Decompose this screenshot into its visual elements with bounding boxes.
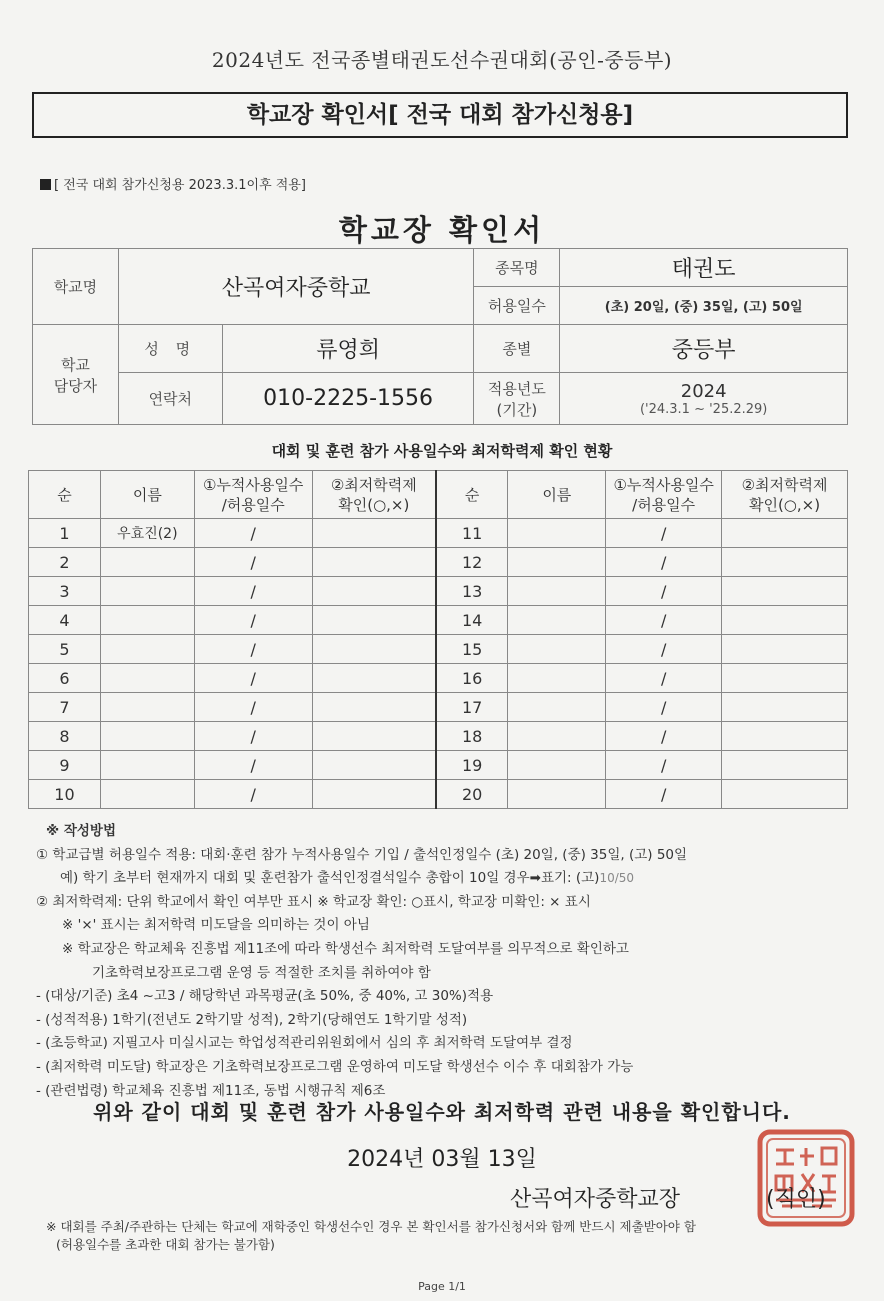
row-edu[interactable] — [312, 780, 436, 809]
row-name[interactable] — [508, 664, 606, 693]
table-row — [29, 722, 848, 751]
allowed-days-value: (초) 20일, (중) 35일, (고) 50일 — [560, 287, 848, 325]
table-row — [29, 664, 848, 693]
row-days: / — [194, 635, 312, 664]
row-days: / — [606, 519, 722, 548]
header-days: ①누적사용일수 /허용일수 — [606, 471, 722, 519]
contact-value: 010-2225-1556 — [222, 373, 474, 425]
row-days: / — [606, 577, 722, 606]
row-number: 1 — [29, 519, 101, 548]
name-value: 류영희 — [222, 325, 474, 373]
instructions-heading: ※ 작성방법 — [46, 823, 116, 839]
issue-date: 2024년 03월 13일 — [347, 1147, 537, 1172]
row-number: 11 — [436, 519, 508, 548]
row-days: / — [606, 548, 722, 577]
header-no: 순 — [29, 471, 101, 519]
row-name[interactable] — [508, 548, 606, 577]
row-days: / — [194, 548, 312, 577]
header-days: ①누적사용일수 /허용일수 — [194, 471, 312, 519]
row-number: 6 — [29, 664, 101, 693]
table-row — [29, 606, 848, 635]
instruction-item-1: ① 학교급별 허용일수 적용: 대회·훈련 참가 누적사용일수 기입 / 출석인정일수 (초) 20일, (중) 35일, (고) 50일 — [36, 846, 688, 863]
row-edu[interactable] — [312, 635, 436, 664]
seal-label: (직인) — [766, 1187, 826, 1212]
row-name[interactable] — [100, 722, 194, 751]
applicability-note: [ 전국 대회 참가신청용 2023.3.1이후 적용] — [40, 174, 306, 193]
row-number: 9 — [29, 751, 101, 780]
row-number: 19 — [436, 751, 508, 780]
row-name[interactable] — [100, 577, 194, 606]
name-label: 성 명 — [118, 325, 222, 373]
row-name[interactable] — [508, 693, 606, 722]
row-edu[interactable] — [312, 722, 436, 751]
row-number: 20 — [436, 780, 508, 809]
year-label: 적용년도 (기간) — [474, 373, 560, 425]
row-edu[interactable] — [722, 751, 848, 780]
row-edu[interactable] — [722, 635, 848, 664]
row-number: 7 — [29, 693, 101, 722]
row-edu[interactable] — [722, 519, 848, 548]
header-no: 순 — [436, 471, 508, 519]
sport-label: 종목명 — [474, 249, 560, 287]
row-number: 5 — [29, 635, 101, 664]
row-days: / — [606, 693, 722, 722]
row-edu[interactable] — [312, 751, 436, 780]
official-seal-stamp — [754, 1126, 858, 1230]
header-name: 이름 — [100, 471, 194, 519]
row-days: / — [194, 780, 312, 809]
row-edu[interactable] — [312, 606, 436, 635]
header-name: 이름 — [508, 471, 606, 519]
row-name[interactable]: 우효진(2) — [100, 519, 194, 548]
row-edu[interactable] — [312, 577, 436, 606]
row-name[interactable] — [100, 635, 194, 664]
year-value: 2024 ('24.3.1 ~ '25.2.29) — [560, 373, 848, 425]
row-days: / — [194, 722, 312, 751]
row-name[interactable] — [508, 722, 606, 751]
table-row — [29, 635, 848, 664]
table-row — [29, 780, 848, 809]
page-number: Page 1/1 — [418, 1280, 466, 1293]
instruction-dash-5: - (관련법령) 학교체육 진흥법 제11조, 동법 시행규칙 제6조 — [36, 1082, 386, 1099]
instruction-item-2: ② 최저학력제: 단위 학교에서 확인 여부만 표시 ※ 학교장 확인: ○표시, 학교장 미확인: × 표시 — [36, 893, 591, 910]
event-title: 2024년도 전국종별태권도선수권대회(공인-중등부) — [211, 48, 673, 72]
row-number: 13 — [436, 577, 508, 606]
instruction-dash-4: - (최저학력 미도달) 학교장은 기초학력보장프로그램 운영하여 미도달 학생선수 이수 후 대회참가 가능 — [36, 1058, 634, 1075]
category-value: 중등부 — [560, 325, 848, 373]
school-value: 산곡여자중학교 — [118, 249, 474, 325]
school-label: 학교명 — [33, 249, 119, 325]
participation-table — [28, 470, 848, 809]
instruction-note-2: ※ 학교장은 학교체육 진흥법 제11조에 따라 학생선수 최저학력 도달여부를 의무적으로 확인하고 — [62, 940, 629, 957]
row-name[interactable] — [100, 548, 194, 577]
boxed-title: 학교장 확인서[ 전국 대회 참가신청용] — [32, 92, 848, 138]
row-number: 3 — [29, 577, 101, 606]
table-row — [29, 693, 848, 722]
allowed-days-label: 허용일수 — [474, 287, 560, 325]
instruction-example: 예) 학기 초부터 현재까지 대회 및 훈련참가 출석인정결석일수 총합이 10일 경우➡표기: (고)10/50 — [60, 870, 635, 887]
row-days: / — [606, 664, 722, 693]
row-name[interactable] — [508, 751, 606, 780]
instruction-note-2-cont: 기초학력보장프로그램 운영 등 적절한 조치를 취하여야 함 — [92, 964, 431, 981]
section-title: 대회 및 훈련 참가 사용일수와 최저학력제 확인 현황 — [271, 442, 613, 460]
table-row — [29, 577, 848, 606]
row-number: 4 — [29, 606, 101, 635]
instruction-dash-3: - (초등학교) 지필고사 미실시교는 학업성적관리위원회에서 심의 후 최저학력 도달여부 결정 — [36, 1035, 573, 1052]
row-days: / — [194, 519, 312, 548]
row-number: 18 — [436, 722, 508, 751]
row-edu[interactable] — [722, 606, 848, 635]
row-name[interactable] — [508, 635, 606, 664]
row-name[interactable] — [508, 606, 606, 635]
row-days: / — [606, 722, 722, 751]
instruction-note-1: ※ '×' 표시는 최저학력 미도달을 의미하는 것이 아님 — [62, 917, 370, 934]
footnote — [46, 1218, 696, 1254]
row-edu[interactable] — [722, 780, 848, 809]
instructions — [36, 820, 856, 1103]
contact-label: 연락처 — [118, 373, 222, 425]
square-bullet-icon — [40, 179, 51, 190]
row-days: / — [194, 664, 312, 693]
row-number: 17 — [436, 693, 508, 722]
category-label: 종별 — [474, 325, 560, 373]
row-edu[interactable] — [312, 693, 436, 722]
page-title: 학교장 확인서 — [338, 213, 546, 247]
footnote-line-1: ※ 대회를 주최/주관하는 단체는 학교에 재학중인 학생선수인 경우 본 확인서를 참가신청서와 함께 반드시 제출받아야 함 — [46, 1219, 696, 1234]
school-info-table — [32, 248, 848, 425]
row-edu[interactable] — [722, 664, 848, 693]
row-days: / — [194, 693, 312, 722]
row-edu[interactable] — [722, 693, 848, 722]
manager-label: 학교 담당자 — [33, 325, 119, 425]
sport-value: 태권도 — [560, 249, 848, 287]
footnote-line-2: (허용일수를 초과한 대회 참가는 불가함) — [56, 1237, 275, 1252]
row-number: 15 — [436, 635, 508, 664]
row-number: 14 — [436, 606, 508, 635]
row-days: / — [194, 606, 312, 635]
row-name[interactable] — [100, 693, 194, 722]
instruction-dash-1: - (대상/기준) 초4 ~고3 / 해당학년 과목평균(초 50%, 중 40%, 고 30%)적용 — [36, 988, 494, 1005]
row-edu[interactable] — [722, 577, 848, 606]
row-name[interactable] — [508, 780, 606, 809]
row-number: 10 — [29, 780, 101, 809]
header-edu: ②최저학력제 확인(○,×) — [722, 471, 848, 519]
table-row — [29, 751, 848, 780]
row-name[interactable] — [508, 519, 606, 548]
row-edu[interactable] — [312, 548, 436, 577]
row-days: / — [606, 751, 722, 780]
row-days: / — [606, 635, 722, 664]
principal-name: 산곡여자중학교장 — [510, 1187, 681, 1212]
row-number: 12 — [436, 548, 508, 577]
row-number: 16 — [436, 664, 508, 693]
row-days: / — [606, 606, 722, 635]
row-number: 2 — [29, 548, 101, 577]
header-edu: ②최저학력제 확인(○,×) — [312, 471, 436, 519]
row-days: / — [194, 751, 312, 780]
row-name[interactable] — [508, 577, 606, 606]
confirmation-statement: 위와 같이 대회 및 훈련 참가 사용일수와 최저학력 관련 내용을 확인합니다. — [93, 1100, 791, 1124]
table-row — [29, 548, 848, 577]
row-edu[interactable] — [722, 722, 848, 751]
row-number: 8 — [29, 722, 101, 751]
row-name[interactable] — [100, 751, 194, 780]
row-name[interactable] — [100, 780, 194, 809]
row-edu[interactable] — [722, 548, 848, 577]
row-days: / — [194, 577, 312, 606]
row-edu[interactable] — [312, 664, 436, 693]
table-row — [29, 519, 848, 548]
instruction-dash-2: - (성적적용) 1학기(전년도 2학기말 성적), 2학기(당해연도 1학기말 성적) — [36, 1011, 468, 1028]
row-name[interactable] — [100, 664, 194, 693]
row-name[interactable] — [100, 606, 194, 635]
row-days: / — [606, 780, 722, 809]
row-edu[interactable] — [312, 519, 436, 548]
